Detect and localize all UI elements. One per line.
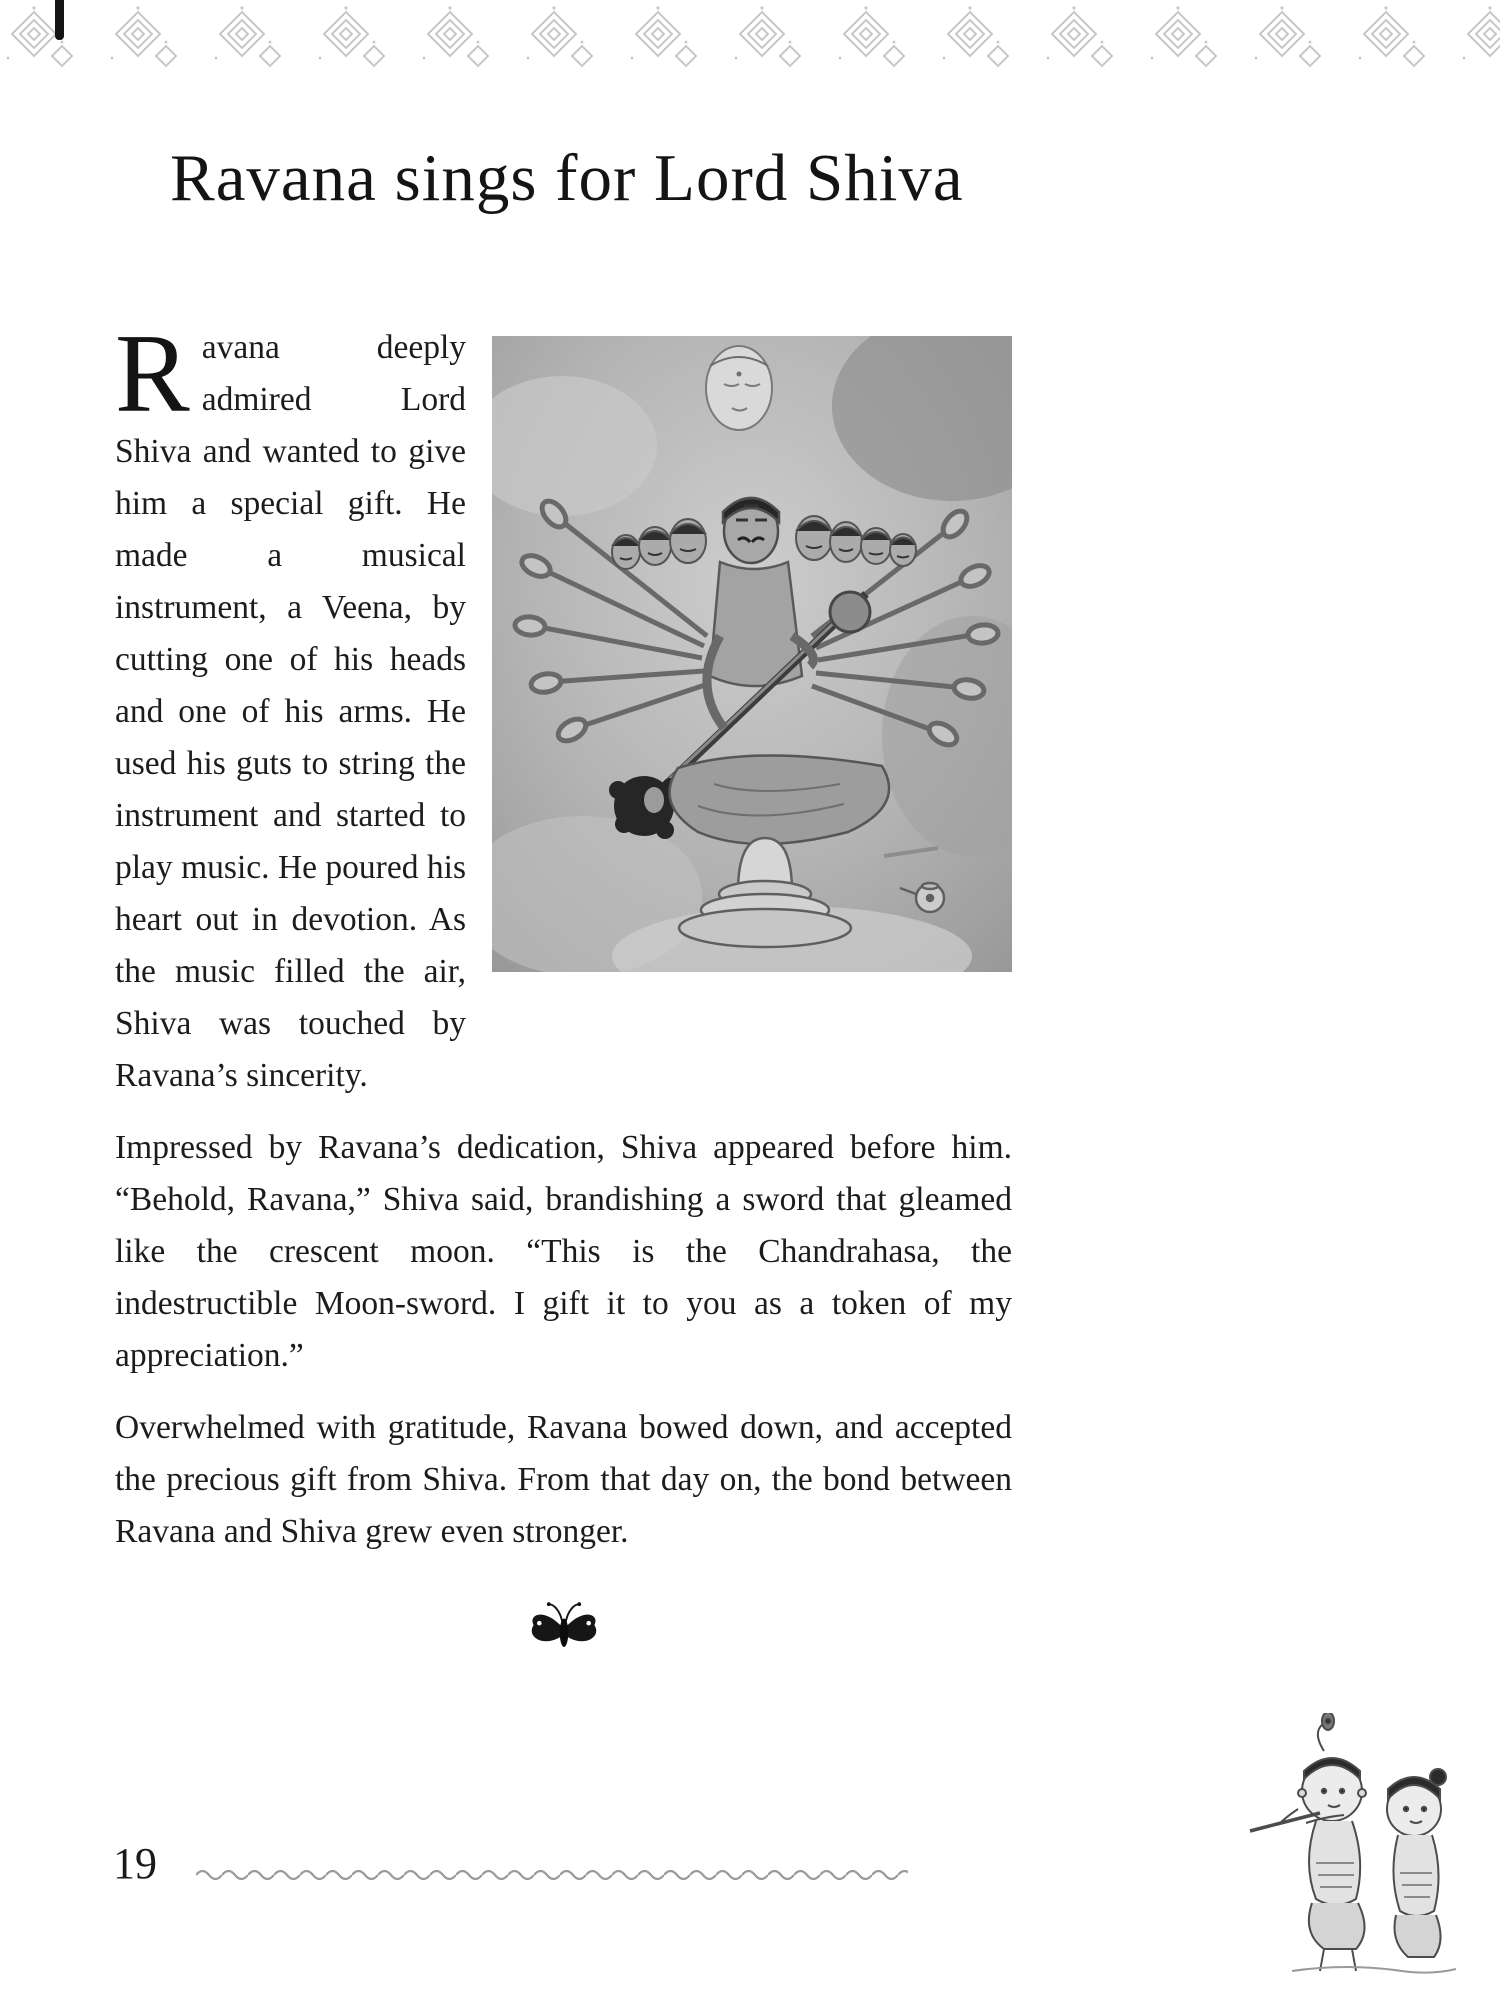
page-number: 19 [113, 1839, 157, 1888]
paragraph-3: Overwhelmed with gratitude, Ravana bowed down, and accepted the precious gift from Shiva. From that day on, the bond between Ravana and Shiva grew even stronger. [115, 1409, 1012, 1550]
dropcap-letter: R [115, 312, 190, 436]
butterfly-icon [531, 1602, 596, 1647]
ravana-illustration [492, 336, 1012, 972]
paragraph-1-text: avana deeply admired Lord Shiva and wanted to give him a special gift. He made a musical instrument, a Veena, by cutting one of his heads and one of his arms. He used his guts to string the instrument and started to play music. He poured his heart out in devotion. As the music filled the air, Shiva was touched by Ravana’s sincerity. [115, 329, 466, 1094]
krishna-children-illustration [1232, 1713, 1462, 1986]
shiva-face [706, 346, 772, 430]
butterfly-ornament [115, 1598, 1012, 1672]
story-text-block [115, 312, 1012, 1672]
page-title: Ravana sings for Lord Shiva [170, 141, 964, 215]
paragraph-2: Impressed by Ravana’s dedication, Shiva appeared before him. “Behold, Ravana,” Shiva said, brandishing a sword that gleamed like the crescent moon. “This is the Chandrahasa, the indestructible Moon-sword. I gift it to you as a token of my appreciation.” [115, 1129, 1012, 1374]
decorative-border-pattern [0, 6, 1500, 76]
wavy-line-divider [196, 1866, 908, 1889]
scan-edge-mark [55, 0, 64, 40]
